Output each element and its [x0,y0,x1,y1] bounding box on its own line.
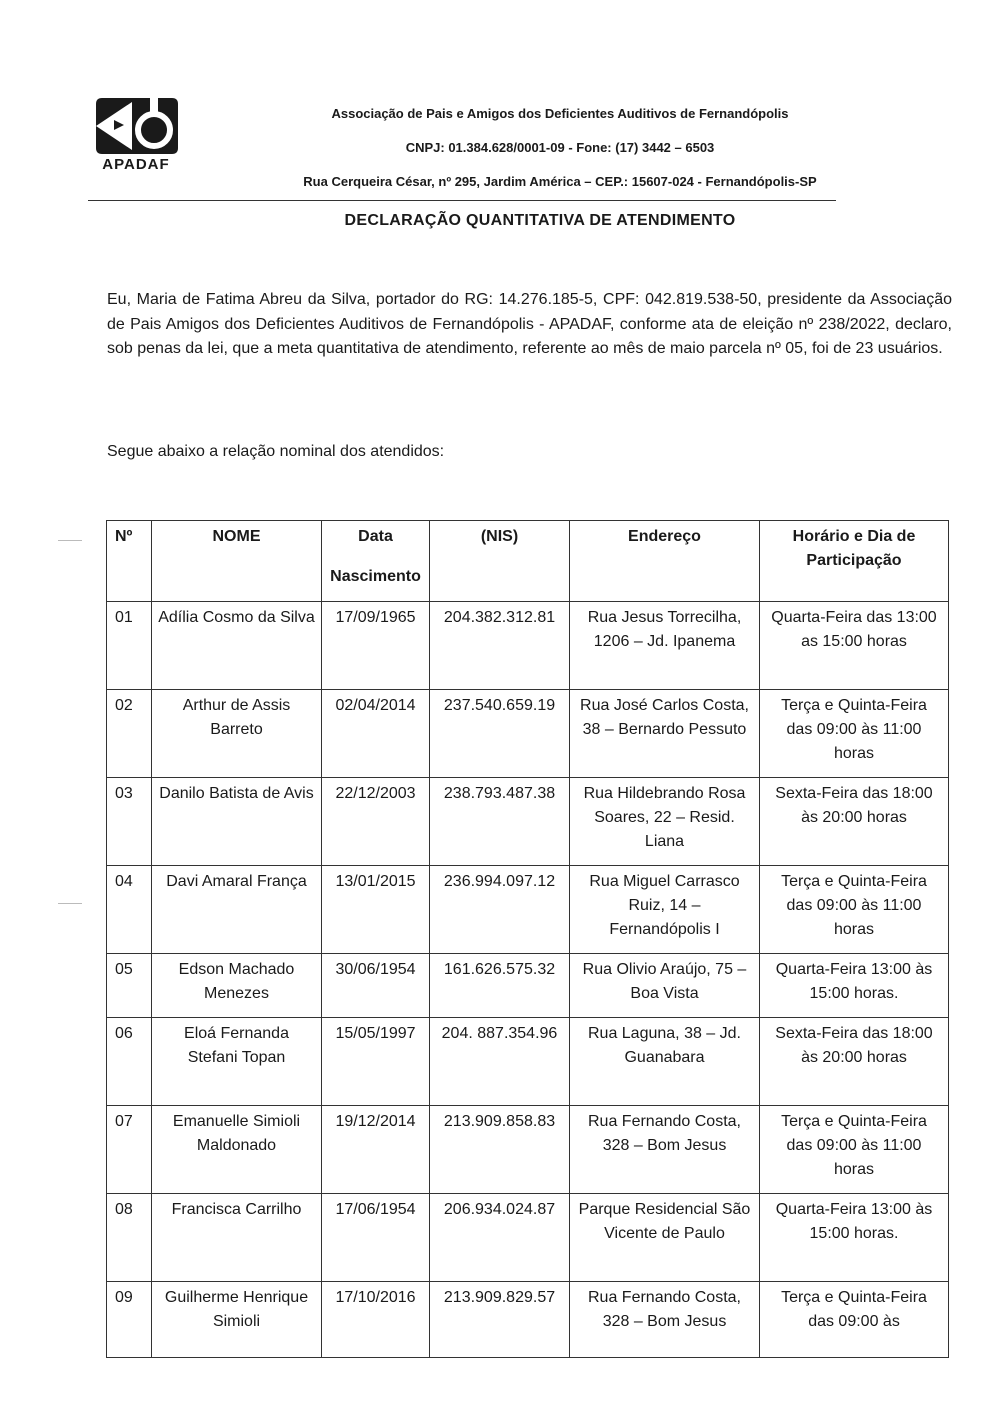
table-header-row [107,521,949,602]
header-address: Endereço [570,521,760,602]
row-num: 07 [107,1106,152,1194]
row-schedule: Sexta-Feira das 18:00 às 20:00 horas [760,1018,949,1106]
row-address: Rua Laguna, 38 – Jd. Guanabara [570,1018,760,1106]
apadaf-logo [88,92,184,178]
org-name: Associação de Pais e Amigos dos Deficientes Auditivos de Fernandópolis [331,106,789,121]
row-name: Davi Amaral França [152,866,322,954]
row-name: Adília Cosmo da Silva [152,602,322,690]
row-address: Parque Residencial São Vicente de Paulo [570,1194,760,1282]
row-num: 01 [107,602,152,690]
row-num: 02 [107,690,152,778]
row-name: Edson Machado Menezes [152,954,322,1018]
row-birth: 13/01/2015 [322,866,430,954]
row-nis: 204.382.312.81 [430,602,570,690]
header-schedule: Horário e Dia de Participação [760,521,949,602]
row-birth: 30/06/1954 [322,954,430,1018]
row-schedule: Terça e Quinta-Feira das 09:00 às 11:00 horas [760,1106,949,1194]
header-num: Nº [107,521,152,602]
header-birth-line2: Nascimento [330,568,421,585]
scan-margin-mark [58,540,82,541]
cnpj-phone: CNPJ: 01.384.628/0001-09 - Fone: (17) 3442 – 6503 [405,140,715,155]
row-schedule: Sexta-Feira das 18:00 às 20:00 horas [760,778,949,866]
header-birth [322,521,430,602]
row-address: Rua José Carlos Costa, 38 – Bernardo Pessuto [570,690,760,778]
row-address: Rua Hildebrando Rosa Soares, 22 – Resid. Liana [570,778,760,866]
row-name: Danilo Batista de Avis [152,778,322,866]
table-row [107,1018,949,1106]
ear-logo-icon [92,94,180,158]
header-name: NOME [152,521,322,602]
row-address: Rua Miguel Carrasco Ruiz, 14 – Fernandópolis I [570,866,760,954]
document-title: DECLARAÇÃO QUANTITATIVA DE ATENDIMENTO [344,212,736,229]
row-nis: 238.793.487.38 [430,778,570,866]
header-divider [88,200,836,201]
org-address: Rua Cerqueira César, nº 295, Jardim América – CEP.: 15607-024 - Fernandópolis-SP [303,174,817,189]
table-row [107,1106,949,1194]
logo-text: APADAF [102,156,170,173]
row-name: Arthur de Assis Barreto [152,690,322,778]
row-num: 04 [107,866,152,954]
row-birth: 19/12/2014 [322,1106,430,1194]
row-schedule: Quarta-Feira das 13:00 as 15:00 horas [760,602,949,690]
row-birth: 17/10/2016 [322,1282,430,1358]
header-nis: (NIS) [430,521,570,602]
attendees-table [106,520,949,1358]
row-schedule: Quarta-Feira 13:00 às 15:00 horas. [760,1194,949,1282]
row-num: 06 [107,1018,152,1106]
row-birth: 17/06/1954 [322,1194,430,1282]
row-address: Rua Fernando Costa, 328 – Bom Jesus [570,1282,760,1358]
row-nis: 237.540.659.19 [430,690,570,778]
row-nis: 206.934.024.87 [430,1194,570,1282]
row-nis: 236.994.097.12 [430,866,570,954]
row-schedule: Terça e Quinta-Feira das 09:00 às 11:00 horas [760,866,949,954]
row-nis: 161.626.575.32 [430,954,570,1018]
header-birth-line1: Data [358,528,393,545]
row-name: Eloá Fernanda Stefani Topan [152,1018,322,1106]
row-num: 08 [107,1194,152,1282]
list-intro: Segue abaixo a relação nominal dos atendidos: [107,443,445,460]
row-num: 09 [107,1282,152,1358]
row-schedule: Terça e Quinta-Feira das 09:00 às 11:00 horas [760,690,949,778]
row-nis: 204. 887.354.96 [430,1018,570,1106]
row-address: Rua Jesus Torrecilha, 1206 – Jd. Ipanema [570,602,760,690]
row-birth: 17/09/1965 [322,602,430,690]
row-address: Rua Olivio Araújo, 75 – Boa Vista [570,954,760,1018]
row-birth: 02/04/2014 [322,690,430,778]
row-schedule: Quarta-Feira 13:00 às 15:00 horas. [760,954,949,1018]
table-row [107,690,949,778]
table-row [107,778,949,866]
table-row [107,602,949,690]
row-name: Guilherme Henrique Simioli [152,1282,322,1358]
row-name: Francisca Carrilho [152,1194,322,1282]
declaration-paragraph: Eu, Maria de Fatima Abreu da Silva, portador do RG: 14.276.185-5, CPF: 042.819.538-50, presidente da Associação de Pais Amigos dos Deficientes Auditivos de Fernandópolis - APADAF, conforme ata de eleição nº 238/2022, declaro, sob penas da lei, que a meta quantitativa de atendimento, referente ao mês de maio parcela nº 05, foi de 23 usuários. [107,291,952,357]
row-name: Emanuelle Simioli Maldonado [152,1106,322,1194]
scan-margin-mark [58,903,82,904]
table-row [107,866,949,954]
table-row [107,954,949,1018]
row-address: Rua Fernando Costa, 328 – Bom Jesus [570,1106,760,1194]
row-birth: 15/05/1997 [322,1018,430,1106]
row-num: 05 [107,954,152,1018]
row-schedule: Terça e Quinta-Feira das 09:00 às [760,1282,949,1358]
table-row [107,1194,949,1282]
row-nis: 213.909.829.57 [430,1282,570,1358]
row-birth: 22/12/2003 [322,778,430,866]
row-nis: 213.909.858.83 [430,1106,570,1194]
table-row [107,1282,949,1358]
row-num: 03 [107,778,152,866]
